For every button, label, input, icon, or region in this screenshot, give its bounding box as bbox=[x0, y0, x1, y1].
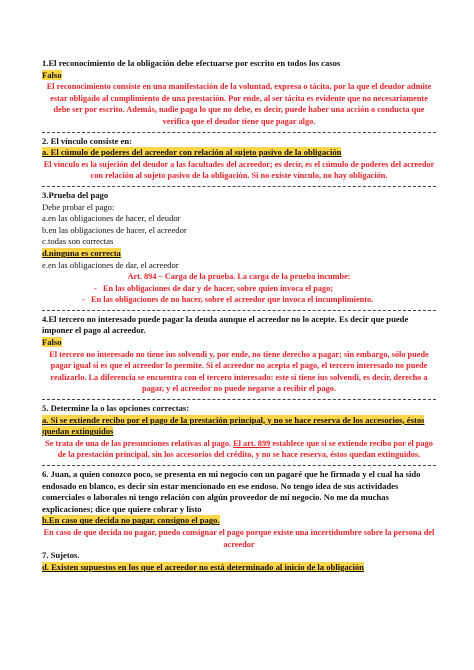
question-1 bbox=[42, 58, 436, 128]
question-text: 5. Determine la o las opciones correctas: bbox=[42, 403, 190, 414]
option: b.en las obligaciones de hacer, el acreedor bbox=[42, 224, 187, 235]
article-link[interactable]: El art. 899 bbox=[233, 438, 271, 448]
explanation: En caso de que decida no pagar, puedo consignar el pago porque existe una incertidumbre sobre la persona del acreedor bbox=[43, 527, 435, 549]
divider bbox=[42, 186, 436, 187]
question-prompt: Debe probar el pago: bbox=[42, 201, 115, 212]
answer-highlight: Falso bbox=[42, 337, 62, 348]
answer-highlight: a. El cúmulo de poderes del acreedor con relación al sujeto pasivo de la obligación bbox=[42, 147, 342, 158]
question-3 bbox=[42, 190, 436, 306]
option: c.todas son correctas bbox=[42, 236, 114, 247]
question-5 bbox=[42, 403, 436, 461]
question-text: 6. Juan, a quien conozco poco, se presenta en mi negocio con un pagaré que he firmado y el cual ha sido endosado en blanco, es decir sin estar mencionado en ese endoso. No tengo idea de sus actividades comerciales o laborales ni tengo relación con algún proveedor de mi negocio. No me da muchas explicaciones; dice que quiere cobrar y listo bbox=[42, 469, 421, 514]
option: e.en las obligaciones de dar, el acreedor bbox=[42, 259, 179, 270]
divider bbox=[42, 132, 436, 133]
question-text: 4.El tercero no interesado puede pagar la deuda aunque el acreedor no lo acepte. Es decir que puede imponer el pago al acreedor. bbox=[42, 313, 409, 336]
answer-highlight: d. Existen supuestos en los que el acreedor no está determinado al inicio de la obligación bbox=[42, 561, 364, 572]
question-4 bbox=[42, 314, 436, 395]
explanation: El tercero no interesado no tiene ius solvendi y, por ende, no tiene derecho a pagar; sin embargo, sólo puede pagar igual si es que el acreedor lo permite. Si el acreedor no acepta el pago, el tercero interesado no puede realizarlo. La diferencia se encuentra con el tercero interesado: este sí tiene ius solvendi, es decir, derecho a pagar, y el acreedor no puede negarse a recibir el pago. bbox=[49, 349, 429, 394]
question-6 bbox=[42, 469, 436, 550]
divider bbox=[42, 399, 436, 400]
explanation-bullet: - En las obligaciones de dar y de hacer, sobre quien invoca el pago; bbox=[94, 283, 334, 293]
divider bbox=[42, 465, 436, 466]
question-7 bbox=[42, 550, 436, 573]
explanation-bullet: - En las obligaciones de no hacer, sobre el acreedor que invoca el incumplimiento. bbox=[82, 295, 374, 305]
option: a.en las obligaciones de hacer, el deudor bbox=[42, 213, 181, 224]
explanation: El vínculo es la sujeción del deudor a las facultades del acreedor; es decir, es el cúmulo de poderes del acreedor con relación al sujeto pasivo de la obligación. Si no existe vínculo, no hay obligación. bbox=[43, 159, 435, 181]
explanation: Se trata de una de las presunciones relativas al pago. El art. 899 establece que si se extiende recibo por el pago de la prestación principal, sin los accesorios del crédito, y no se hace reserva, éstos quedan extinguidos. bbox=[45, 438, 433, 460]
question-text: 1.El reconocimiento de la obligación debe efectuarse por escrito en todos los casos bbox=[42, 58, 341, 68]
divider bbox=[42, 310, 436, 311]
answer-highlight: Falso bbox=[42, 69, 62, 80]
explanation-title: Art. 894 – Carga de la prueba. La carga de la prueba incumbe: bbox=[127, 272, 351, 282]
question-text: 2. El vínculo consiste en: bbox=[42, 135, 132, 146]
question-text: 7. Sujetos. bbox=[42, 550, 80, 561]
explanation: El reconocimiento consiste en una manifestación de la voluntad, expresa o tácita, por la que el deudor admite estar obligado al cumplimiento de una prestación. Por ende, al ser tácita es evidente que no necesariamente debe ser por escrito. Además, nadie paga lo que no debe, es decir, puede haber una acción o conducta que verifica que el deudor tiene que pagar algo. bbox=[46, 82, 432, 126]
question-text: 3.Prueba del pago bbox=[42, 189, 109, 200]
answer-highlight: a. Si se extiende recibo por el pago de la prestación principal, y no se hace reserva de los accesorios, éstos quedan extinguidos bbox=[42, 414, 425, 437]
question-2 bbox=[42, 136, 436, 182]
answer-highlight: b.En caso que decida no pagar, consigno el pago. bbox=[42, 515, 220, 526]
answer-highlight: d.ninguna es correcta bbox=[42, 247, 121, 258]
